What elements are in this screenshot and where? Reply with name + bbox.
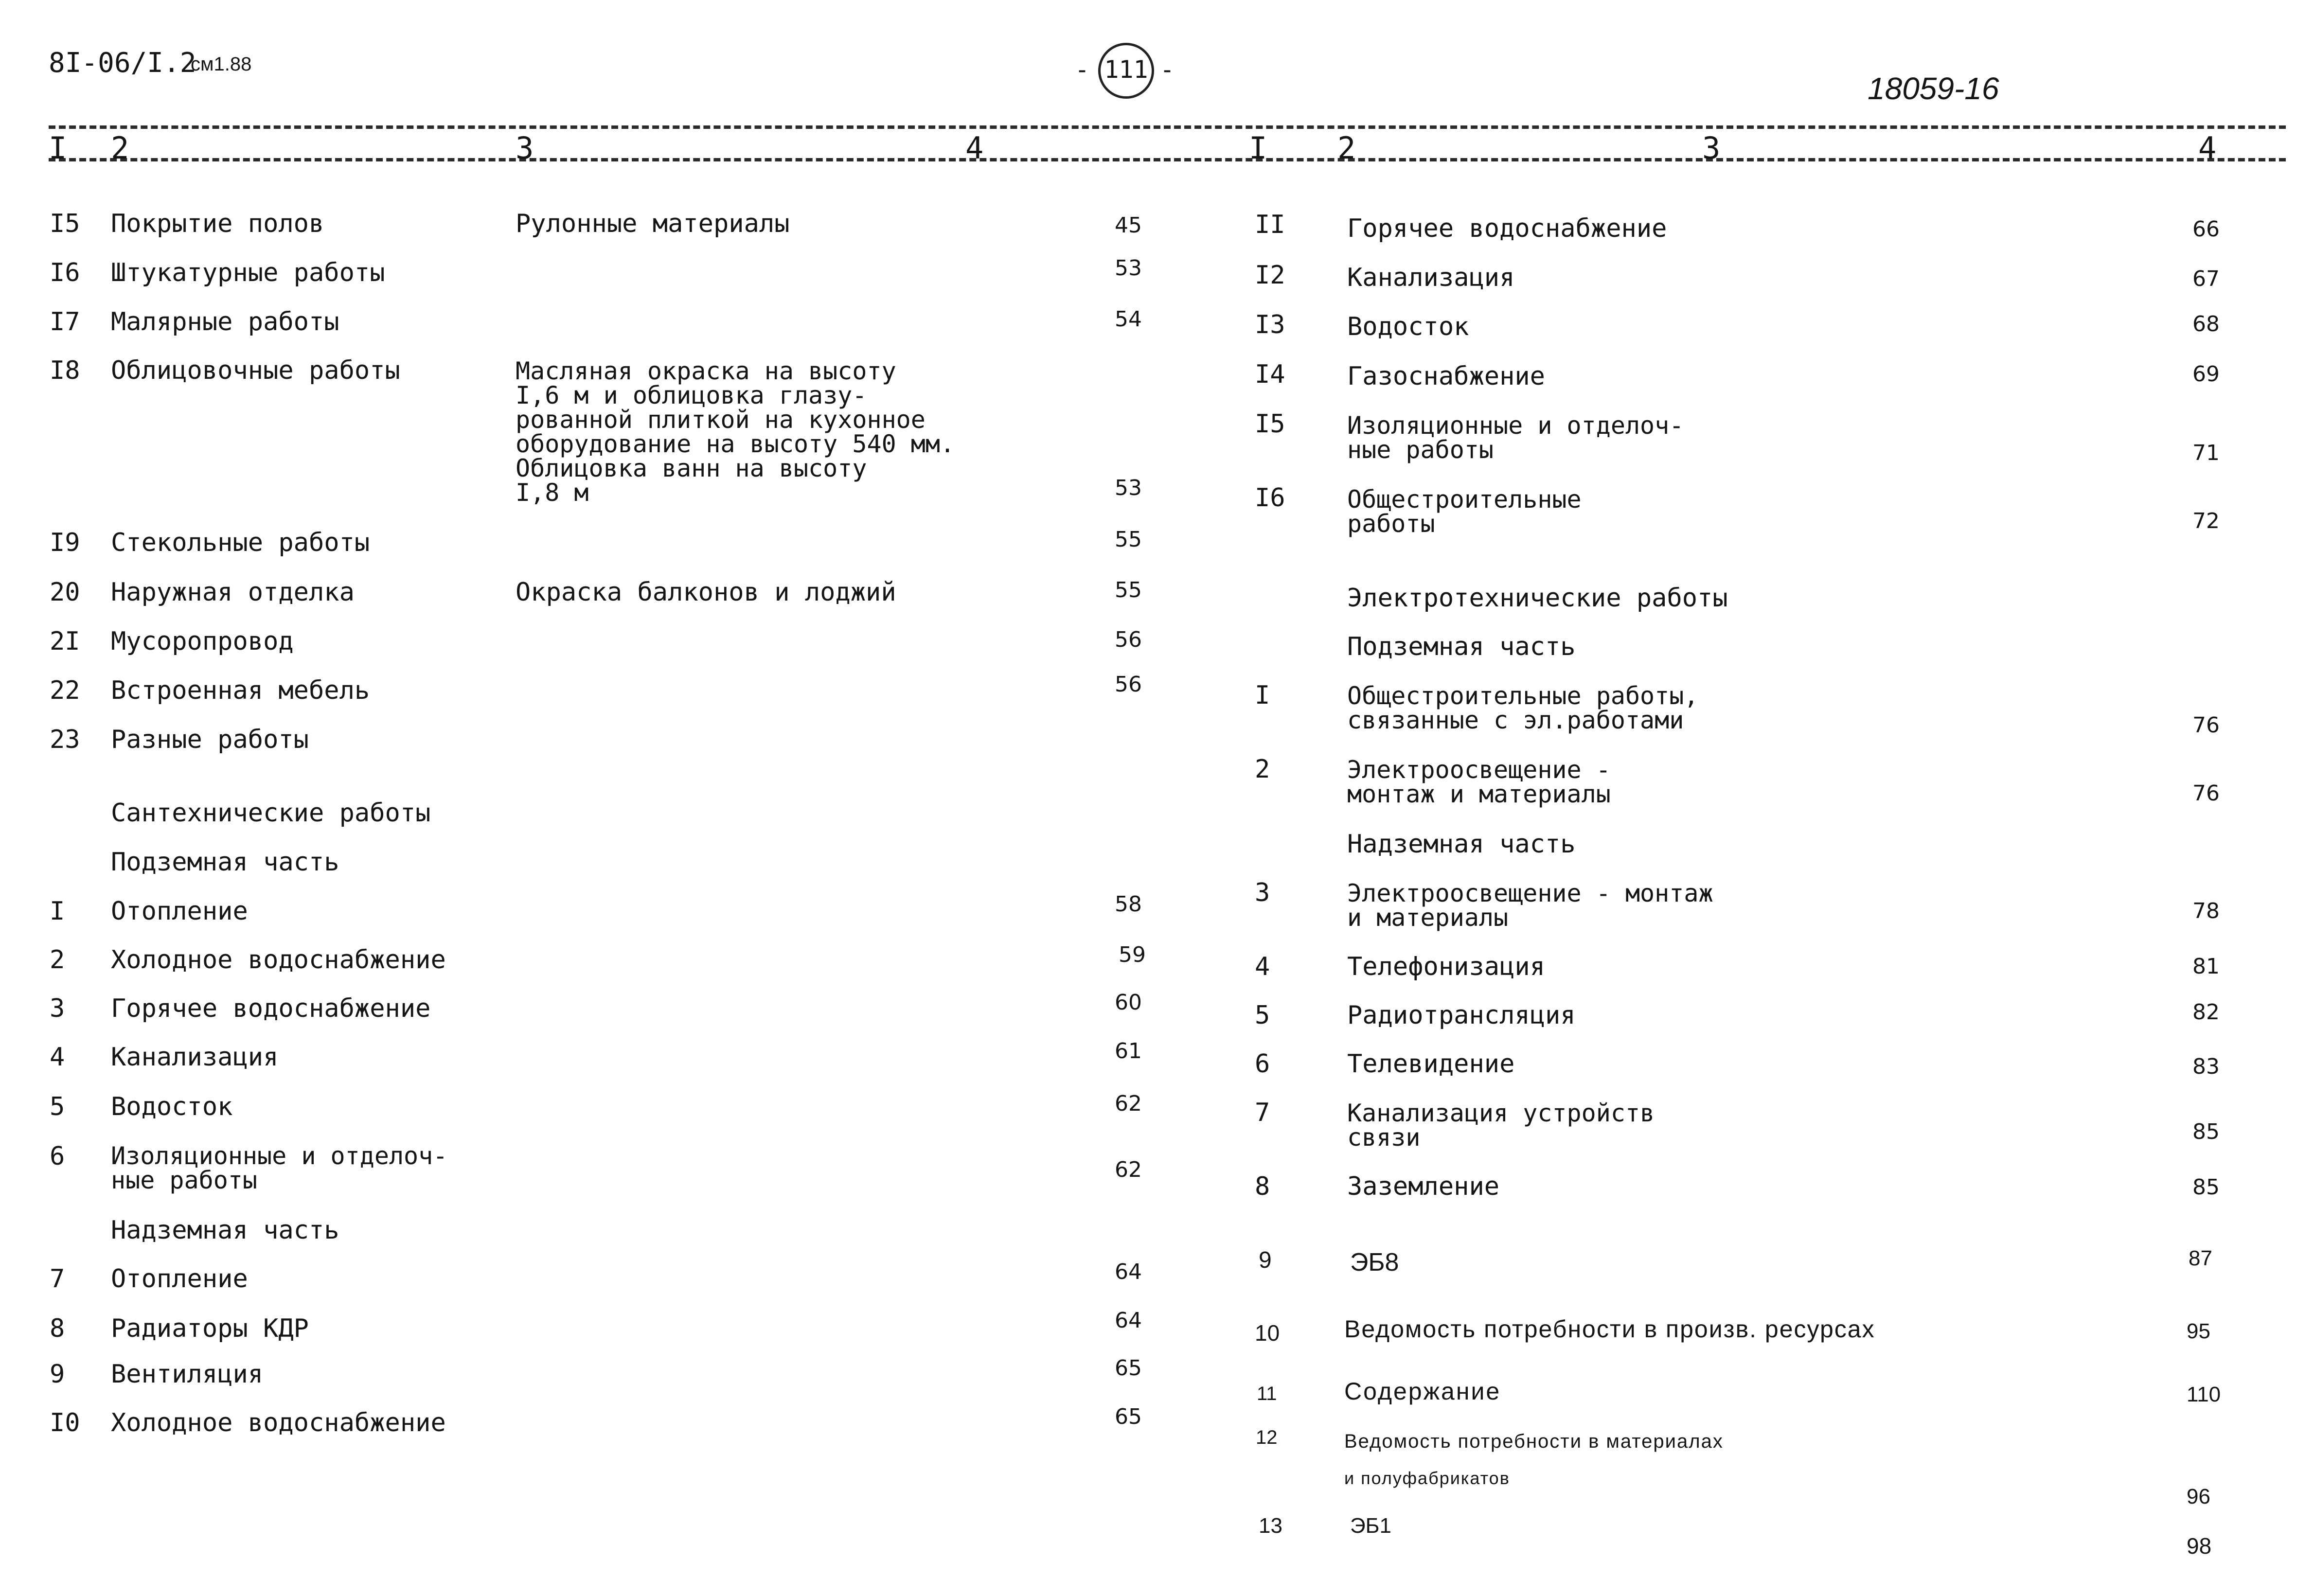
left-col-1-header: I: [49, 130, 67, 166]
left-row-num: 2I: [50, 627, 80, 656]
left-row-num: I9: [50, 528, 80, 557]
left-section-heading: Сантехнические работы: [111, 798, 431, 828]
right-subsection-heading: Надземная часть: [1347, 830, 1576, 859]
left-row-num: 7: [50, 1264, 65, 1294]
left-row-note: Окраска балконов и лоджий: [516, 578, 896, 607]
right-col-2-header: 2: [1337, 130, 1356, 166]
doc-code-suffix: см1.88: [191, 53, 252, 75]
right-col-1-header: I: [1249, 130, 1267, 166]
handwritten-row-name: ЭБ1: [1350, 1514, 1391, 1538]
header-top-dash-line: [49, 125, 2286, 129]
right-row-num: I: [1255, 681, 1270, 710]
left-row-note: Масляная окраска на высоту I,6 м и облицовка глазу- рованной плиткой на кухонное оборудование на высоту 540 мм. Облицовка ванн на высоту I,8 м: [516, 357, 955, 507]
right-row-page: 85: [2192, 1175, 2220, 1200]
handwritten-row-num: 11: [1257, 1383, 1277, 1404]
left-row-num: 2: [50, 945, 65, 975]
handwritten-row-name: ЭБ8: [1350, 1248, 1399, 1277]
right-row-page: 67: [2192, 266, 2220, 291]
left-row-page: 53: [1115, 256, 1142, 281]
left-row-num: 3: [50, 994, 65, 1023]
right-row-page: 76: [2192, 713, 2220, 738]
right-row-name: Электроосвещение - монтаж и материалы: [1347, 756, 1611, 808]
left-row-num: 5: [50, 1092, 65, 1121]
right-subsection-heading: Подземная часть: [1347, 632, 1576, 661]
right-row-page: 71: [2192, 441, 2220, 465]
left-col-3-header: 3: [516, 130, 534, 166]
left-row-name: Радиаторы КДР: [111, 1314, 309, 1343]
right-row-name: Телефонизация: [1347, 952, 1545, 981]
left-row-num: 9: [50, 1360, 65, 1389]
handwritten-row-page: 110: [2187, 1383, 2221, 1406]
left-row-num: 23: [50, 725, 80, 754]
left-row-page: 54: [1115, 307, 1142, 332]
handwritten-row-name: Ведомость потребности в материалах: [1344, 1431, 1724, 1452]
handwritten-row-num: 12: [1256, 1427, 1278, 1448]
right-row-num: 8: [1255, 1172, 1270, 1201]
left-row-page: 56: [1115, 627, 1142, 652]
left-row-page: 65: [1115, 1404, 1142, 1429]
right-row-name: Телевидение: [1347, 1049, 1515, 1079]
right-row-page: 81: [2192, 954, 2220, 979]
left-row-num: 8: [50, 1314, 65, 1343]
left-row-name: Разные работы: [111, 725, 309, 754]
handwritten-row-name-line2: и полуфабрикатов: [1344, 1468, 1510, 1488]
right-row-name: Водосток: [1347, 312, 1469, 341]
left-row-name: Штукатурные работы: [111, 258, 385, 287]
left-row-page: 59: [1119, 942, 1146, 967]
handwritten-row-num: 9: [1259, 1247, 1272, 1273]
right-row-page: 68: [2192, 312, 2220, 337]
right-row-page: 82: [2192, 1000, 2220, 1025]
left-row-name: Отопление: [111, 897, 248, 926]
right-row-num: I2: [1255, 261, 1285, 290]
handwritten-row-num: 13: [1259, 1514, 1282, 1538]
inventory-number: 18059-16: [1868, 71, 1999, 106]
right-row-page: 83: [2192, 1054, 2220, 1079]
left-row-num: I8: [50, 356, 80, 385]
left-row-page: 64: [1115, 1308, 1142, 1333]
left-row-page: 55: [1115, 527, 1142, 552]
right-row-page: 66: [2192, 217, 2220, 242]
left-row-name: Наружная отделка: [111, 578, 355, 607]
right-row-num: I4: [1255, 360, 1285, 389]
left-row-name: Канализация: [111, 1043, 279, 1072]
right-row-name: Газоснабжение: [1347, 362, 1545, 391]
page-number-right-dash: -: [1160, 55, 1175, 84]
right-row-page: 78: [2192, 899, 2220, 923]
left-row-name: Отопление: [111, 1264, 248, 1294]
handwritten-row-num: 10: [1255, 1320, 1280, 1346]
left-row-name: Изоляционные и отделоч- ные работы: [111, 1142, 448, 1194]
left-row-note: Рулонные материалы: [516, 209, 790, 238]
left-row-num: 6: [50, 1142, 65, 1171]
right-row-num: 3: [1255, 878, 1270, 907]
page-number: 111: [1104, 55, 1148, 84]
right-row-name: Канализация устройств связи: [1347, 1099, 1655, 1152]
right-row-num: 4: [1255, 952, 1270, 981]
right-row-name: Изоляционные и отделоч- ные работы: [1347, 411, 1684, 464]
handwritten-row-page: 95: [2187, 1319, 2210, 1343]
right-row-num: I6: [1255, 483, 1285, 513]
right-row-num: 6: [1255, 1049, 1270, 1079]
right-row-num: 2: [1255, 755, 1270, 784]
right-section-heading: Электротехнические работы: [1347, 584, 1728, 613]
right-row-name: Общестроительные работы: [1347, 485, 1582, 538]
left-row-page: 62: [1115, 1091, 1142, 1116]
handwritten-row-page: 96: [2187, 1485, 2210, 1508]
right-row-page: 72: [2192, 509, 2220, 533]
left-row-page: 64: [1115, 1259, 1142, 1284]
left-row-page: 53: [1115, 476, 1142, 500]
left-row-page: 55: [1115, 578, 1142, 603]
left-row-name: Мусоропровод: [111, 627, 294, 656]
left-row-name: Стекольные работы: [111, 528, 370, 557]
left-col-2-header: 2: [111, 130, 129, 166]
right-row-name: Заземление: [1347, 1172, 1500, 1201]
right-row-num: I5: [1255, 409, 1285, 439]
left-row-num: 20: [50, 578, 80, 607]
right-col-3-header: 3: [1702, 130, 1721, 166]
left-row-name: Малярные работы: [111, 307, 339, 337]
left-row-num: I6: [50, 258, 80, 287]
left-row-name: Встроенная мебель: [111, 676, 370, 705]
left-row-page: 56: [1115, 672, 1142, 697]
right-row-page: 76: [2192, 781, 2220, 806]
right-row-num: II: [1255, 210, 1285, 239]
left-row-page: 60: [1115, 990, 1142, 1015]
left-row-num: I7: [50, 307, 80, 337]
left-subsection-heading: Надземная часть: [111, 1216, 339, 1245]
left-row-page: 58: [1115, 892, 1142, 917]
left-row-name: Холодное водоснабжение: [111, 1408, 446, 1437]
right-row-name: Радиотрансляция: [1347, 1001, 1576, 1030]
right-row-page: 69: [2192, 362, 2220, 387]
left-row-name: Покрытие полов: [111, 209, 324, 238]
left-row-num: I: [50, 897, 65, 926]
left-row-num: I0: [50, 1408, 80, 1437]
right-row-num: I3: [1255, 310, 1285, 339]
handwritten-row-name: Ведомость потребности в произв. ресурсах: [1344, 1315, 1875, 1343]
left-row-name: Водосток: [111, 1092, 233, 1121]
doc-code: 8I-06/I.2: [49, 47, 196, 79]
left-col-4-header: 4: [965, 130, 984, 166]
left-row-num: I5: [50, 209, 80, 238]
right-row-name: Канализация: [1347, 263, 1515, 292]
left-row-name: Вентиляция: [111, 1360, 264, 1389]
left-row-page: 62: [1115, 1157, 1142, 1182]
handwritten-row-page: 98: [2187, 1533, 2212, 1559]
left-row-page: 61: [1115, 1039, 1142, 1064]
left-row-page: 45: [1115, 213, 1142, 238]
right-row-name: Электроосвещение - монтаж и материалы: [1347, 879, 1713, 932]
left-subsection-heading: Подземная часть: [111, 848, 339, 877]
left-row-num: 22: [50, 676, 80, 705]
right-row-name: Общестроительные работы, связанные с эл.работами: [1347, 682, 1699, 734]
handwritten-row-page: 87: [2189, 1246, 2212, 1270]
right-col-4-header: 4: [2198, 130, 2217, 166]
right-row-num: 5: [1255, 1001, 1270, 1030]
left-row-name: Облицовочные работы: [111, 356, 400, 385]
header-bottom-dash-line: [49, 158, 2286, 161]
right-row-name: Горячее водоснабжение: [1347, 214, 1667, 243]
left-row-name: Горячее водоснабжение: [111, 994, 431, 1023]
right-row-num: 7: [1255, 1098, 1270, 1127]
page-number-left-dash: -: [1075, 55, 1090, 84]
handwritten-row-name: Содержание: [1344, 1378, 1501, 1405]
right-row-page: 85: [2192, 1119, 2220, 1144]
left-row-name: Холодное водоснабжение: [111, 945, 446, 975]
left-row-page: 65: [1115, 1356, 1142, 1381]
left-row-num: 4: [50, 1043, 65, 1072]
